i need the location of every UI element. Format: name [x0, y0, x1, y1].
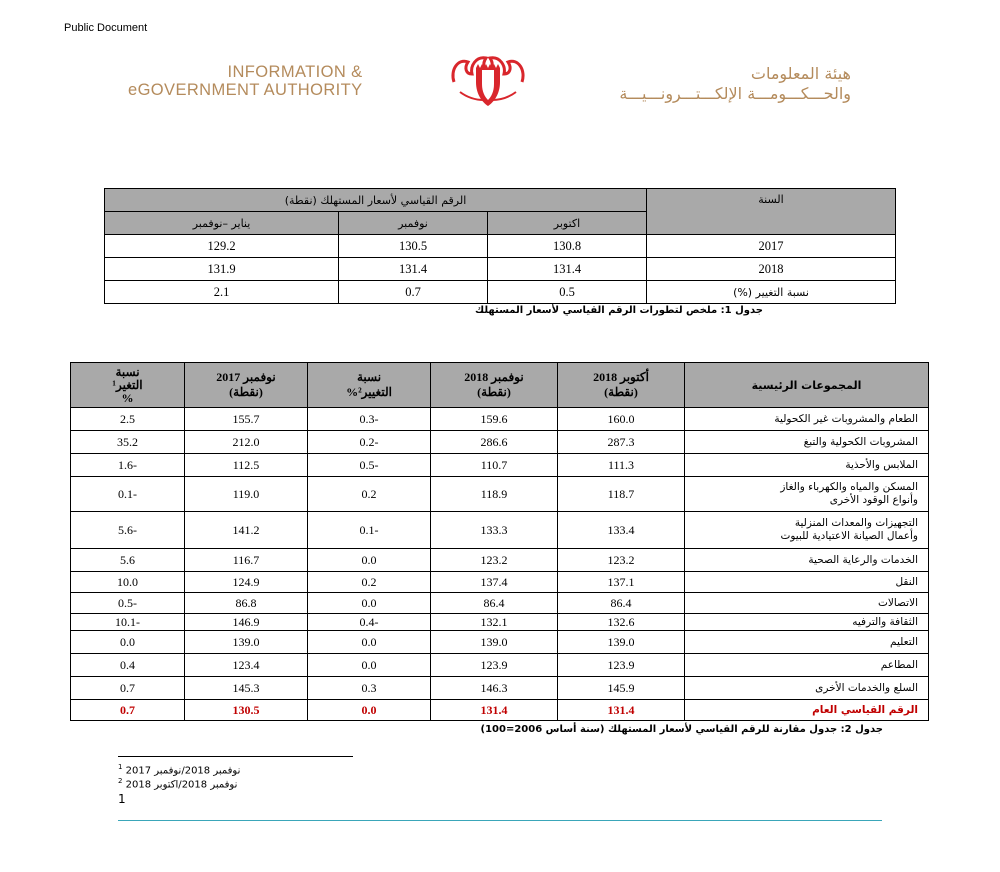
header-groups: المجموعات الرئيسية — [685, 363, 929, 408]
logo-english-text — [128, 63, 363, 99]
row-value: 155.7 — [185, 408, 308, 431]
total-row — [71, 700, 929, 721]
table-row — [71, 454, 929, 477]
row-value: 0.0 — [308, 593, 431, 614]
row-label: الرقم القياسي العام — [685, 700, 929, 721]
row-value: 112.5 — [185, 454, 308, 477]
row-value: 133.4 — [558, 512, 685, 549]
row-value: 133.3 — [431, 512, 558, 549]
row-value: -10.1 — [71, 614, 185, 631]
table-row: 2018 131.4 131.4 131.9 — [105, 258, 896, 281]
row-value: 146.9 — [185, 614, 308, 631]
row-value: 124.9 — [185, 572, 308, 593]
row-label: المشروبات الكحولية والتبغ — [685, 431, 929, 454]
table1-caption: جدول 1: ملخص لتطورات الرقم القياسي لأسعار المستهلك — [475, 305, 763, 316]
row-value: 287.3 — [558, 431, 685, 454]
row-value: 141.2 — [185, 512, 308, 549]
row-value: 86.4 — [558, 593, 685, 614]
row-value: 0.2 — [308, 477, 431, 512]
row-value: 139.0 — [431, 631, 558, 654]
row-value: 146.3 — [431, 677, 558, 700]
row-value: 123.9 — [558, 654, 685, 677]
table-row — [71, 631, 929, 654]
row-value: 118.7 — [558, 477, 685, 512]
row-value: 111.3 — [558, 454, 685, 477]
table-row — [71, 614, 929, 631]
row-value: -1.6 — [71, 454, 185, 477]
row-label: التجهيزات والمعدات المنزلية وأعمال الصيانة الاعتيادية للبيوت — [685, 512, 929, 549]
table-row — [71, 408, 929, 431]
row-value: 160.0 — [558, 408, 685, 431]
row-value: 145.9 — [558, 677, 685, 700]
row-value: 0.3 — [308, 677, 431, 700]
row-value: 0.0 — [308, 654, 431, 677]
row-value: -0.1 — [71, 477, 185, 512]
row-value: 123.4 — [185, 654, 308, 677]
row-value: 0.0 — [71, 631, 185, 654]
row-value: 286.6 — [431, 431, 558, 454]
table2-body — [71, 408, 929, 721]
row-value: 131.4 — [558, 700, 685, 721]
table-row — [71, 477, 929, 512]
table-row — [71, 572, 929, 593]
row-value: 0.4 — [71, 654, 185, 677]
table2-caption: جدول 2: جدول مقارنة للرقم القياسي لأسعار المستهلك (سنة أساس 2006=100) — [480, 724, 883, 735]
table-row: نسبة التغيير (%) 0.5 0.7 2.1 — [105, 281, 896, 304]
logo-ar-line2: والحـــكـــومـــة الإلكـــتـــرونـــيـــة — [619, 84, 851, 103]
row-value: 0.0 — [308, 631, 431, 654]
row-value: 0.0 — [308, 700, 431, 721]
cpi-summary-table — [104, 188, 896, 304]
row-label: الاتصالات — [685, 593, 929, 614]
logo-en-line2: eGOVERNMENT AUTHORITY — [128, 81, 363, 99]
header-nov-2017: نوفمبر 2017 (نقطة) — [185, 363, 308, 408]
logo-arabic-text — [536, 64, 851, 104]
row-value: 139.0 — [558, 631, 685, 654]
row-value: 0.0 — [308, 549, 431, 572]
footnote-1: $^1$ نوفمبر 2018/نوفمبر 2017 — [118, 763, 241, 777]
col-november: نوفمبر — [339, 212, 488, 235]
row-value: 86.4 — [431, 593, 558, 614]
row-value: 145.3 — [185, 677, 308, 700]
row-value: 123.9 — [431, 654, 558, 677]
header-change-2: نسبة التغيير²% — [308, 363, 431, 408]
row-value: -0.5 — [308, 454, 431, 477]
table-header-row — [71, 363, 929, 408]
logo-ar-line1: هيئة المعلومات — [750, 64, 851, 83]
row-value: 86.8 — [185, 593, 308, 614]
row-value: 110.7 — [431, 454, 558, 477]
row-label: الخدمات والرعاية الصحية — [685, 549, 929, 572]
row-value: -0.5 — [71, 593, 185, 614]
row-value: 119.0 — [185, 477, 308, 512]
row-value: 212.0 — [185, 431, 308, 454]
row-label: النقل — [685, 572, 929, 593]
row-label: التعليم — [685, 631, 929, 654]
row-value: 0.7 — [71, 700, 185, 721]
year-header: السنة — [647, 189, 896, 235]
row-label: الملابس والأحذية — [685, 454, 929, 477]
document-classification: Public Document — [64, 22, 148, 34]
table-row — [71, 654, 929, 677]
row-value: -0.4 — [308, 614, 431, 631]
row-value: -0.1 — [308, 512, 431, 549]
footer-rule — [118, 820, 882, 821]
index-header: الرقم القياسي لأسعار المستهلك (نقطة) — [105, 189, 647, 212]
table-row — [71, 549, 929, 572]
row-value: 116.7 — [185, 549, 308, 572]
footnote-divider — [118, 756, 353, 757]
row-label: الطعام والمشروبات غير الكحولية — [685, 408, 929, 431]
row-value: 0.2 — [308, 572, 431, 593]
row-value: 2.5 — [71, 408, 185, 431]
row-label: السلع والخدمات الأخرى — [685, 677, 929, 700]
row-label: المطاعم — [685, 654, 929, 677]
header-nov-2018: نوفمبر 2018 (نقطة) — [431, 363, 558, 408]
row-value: 123.2 — [558, 549, 685, 572]
row-label: الثقافة والترفيه — [685, 614, 929, 631]
row-value: 139.0 — [185, 631, 308, 654]
row-value: -5.6 — [71, 512, 185, 549]
table-row — [71, 593, 929, 614]
row-value: 159.6 — [431, 408, 558, 431]
row-value: -0.2 — [308, 431, 431, 454]
cpi-comparison-table — [70, 362, 929, 721]
row-value: 132.1 — [431, 614, 558, 631]
logo-en-line1: INFORMATION & — [227, 63, 363, 81]
table-row — [71, 431, 929, 454]
row-value: 0.7 — [71, 677, 185, 700]
footnote-2: $^2$ نوفمبر 2018/اكتوبر 2018 — [118, 777, 238, 791]
table-row — [71, 512, 929, 549]
page-number: 1 — [118, 792, 126, 806]
row-value: 123.2 — [431, 549, 558, 572]
row-value: 10.0 — [71, 572, 185, 593]
row-value: 118.9 — [431, 477, 558, 512]
row-value: 132.6 — [558, 614, 685, 631]
row-label: المسكن والمياه والكهرباء والغاز وأنواع الوقود الأخرى — [685, 477, 929, 512]
row-value: -0.3 — [308, 408, 431, 431]
emblem-icon — [448, 48, 528, 112]
table-row: 2017 130.8 130.5 129.2 — [105, 235, 896, 258]
row-value: 131.4 — [431, 700, 558, 721]
row-value: 137.1 — [558, 572, 685, 593]
table-row — [71, 677, 929, 700]
header-change-1: نسبة التغير¹ % — [71, 363, 185, 408]
row-value: 130.5 — [185, 700, 308, 721]
row-value: 137.4 — [431, 572, 558, 593]
col-jan-nov: يناير –نوفمبر — [105, 212, 339, 235]
row-value: 5.6 — [71, 549, 185, 572]
header-oct-2018: أكتوبر 2018 (نقطة) — [558, 363, 685, 408]
col-october: اكتوبر — [488, 212, 647, 235]
row-value: 35.2 — [71, 431, 185, 454]
